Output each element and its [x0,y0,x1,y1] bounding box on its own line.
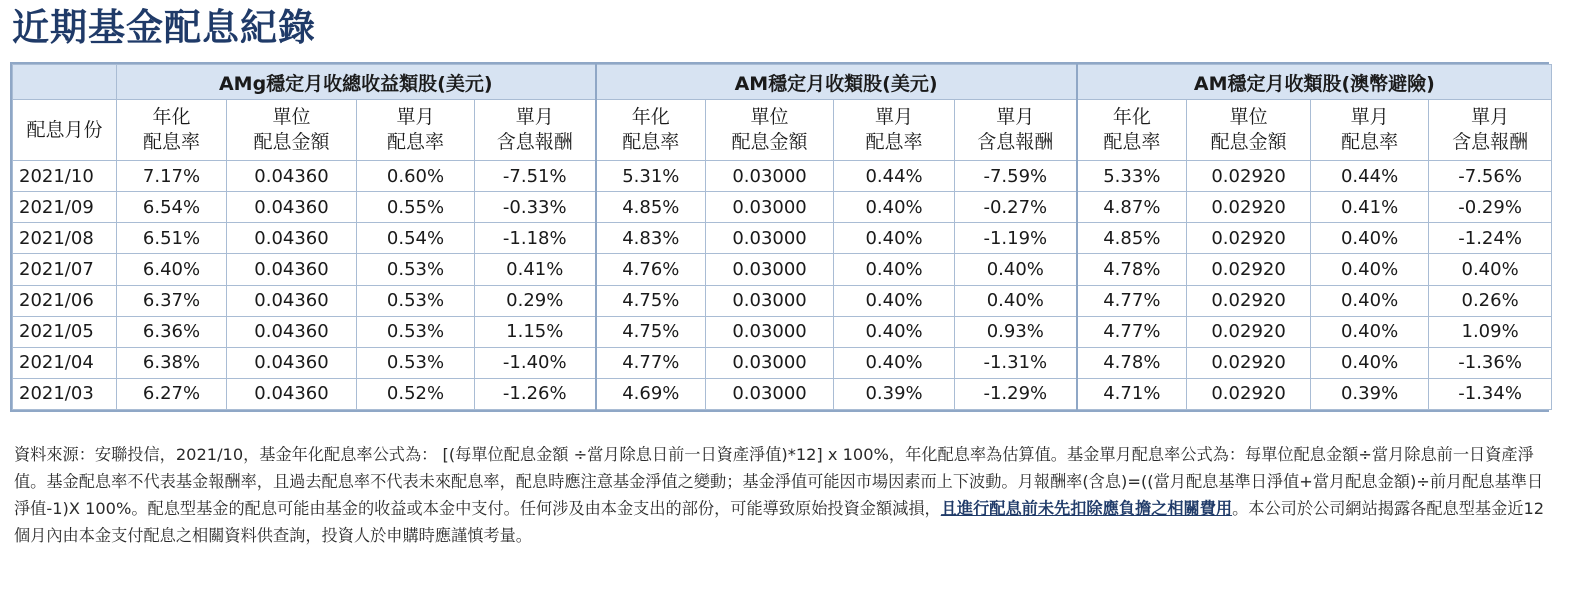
table-row [13,316,1552,347]
value-cell-monthly-rate: 0.52% [357,378,475,409]
value-cell-monthly-return: 1.15% [475,316,596,347]
value-cell-annualized-rate: 6.38% [117,347,227,378]
value-cell-monthly-return: -1.29% [955,378,1077,409]
table-body [13,161,1552,410]
value-cell-monthly-return: 0.40% [955,285,1077,316]
value-cell-monthly-return: 0.26% [1429,285,1552,316]
subheader-line2: 配息率 [1341,131,1399,153]
value-cell-monthly-return: 0.40% [955,254,1077,285]
value-cell-monthly-return: -0.27% [955,192,1077,223]
value-cell-monthly-return: -7.51% [475,161,596,192]
subheader-line2: 含息報酬 [496,131,573,153]
value-cell-annualized-rate: 4.78% [1077,347,1187,378]
value-cell-annualized-rate: 6.27% [117,378,227,409]
month-cell: 2021/03 [13,378,117,409]
subheader-line2: 含息報酬 [1452,131,1529,153]
subheader-monthly-return-g1 [475,100,596,161]
value-cell-monthly-return: -1.31% [955,347,1077,378]
subheader-line2: 配息金額 [253,131,330,153]
value-cell-annualized-rate: 4.87% [1077,192,1187,223]
value-cell-unit-amount: 0.02920 [1187,223,1311,254]
subheader-line1: 單月 [996,106,1035,128]
value-cell-annualized-rate: 4.77% [596,347,706,378]
value-cell-unit-amount: 0.03000 [706,378,834,409]
value-cell-unit-amount: 0.04360 [227,254,357,285]
value-cell-annualized-rate: 4.78% [1077,254,1187,285]
value-cell-monthly-rate: 0.40% [1311,285,1429,316]
value-cell-annualized-rate: 5.31% [596,161,706,192]
group-header-am-usd: AM穩定月收類股(美元) [596,65,1077,100]
subheader-line1: 單位 [272,106,311,128]
value-cell-monthly-return: -1.24% [1429,223,1552,254]
value-cell-unit-amount: 0.04360 [227,347,357,378]
value-cell-unit-amount: 0.02920 [1187,285,1311,316]
value-cell-monthly-rate: 0.44% [1311,161,1429,192]
value-cell-monthly-rate: 0.44% [834,161,955,192]
value-cell-annualized-rate: 4.77% [1077,285,1187,316]
group-header-amg-usd: AMg穩定月收總收益類股(美元) [117,65,596,100]
subheader-line2: 配息金額 [1210,131,1287,153]
value-cell-unit-amount: 0.04360 [227,161,357,192]
footnote-disclaimer [14,441,1556,549]
dividend-record-table [12,64,1552,410]
value-cell-monthly-return: -1.40% [475,347,596,378]
subheader-monthly-rate-g3 [1311,100,1429,161]
value-cell-monthly-return: -1.34% [1429,378,1552,409]
subheader-row [13,100,1552,161]
subheader-line2: 配息率 [386,131,444,153]
subheader-annualized-rate-g2 [596,100,706,161]
subheader-monthly-rate-g2 [834,100,955,161]
value-cell-monthly-rate: 0.40% [834,223,955,254]
subheader-line2: 配息率 [1103,131,1161,153]
value-cell-annualized-rate: 5.33% [1077,161,1187,192]
month-cell: 2021/05 [13,316,117,347]
group-header-am-aud-hedged: AM穩定月收類股(澳幣避險) [1077,65,1552,100]
value-cell-monthly-rate: 0.41% [1311,192,1429,223]
value-cell-unit-amount: 0.02920 [1187,347,1311,378]
value-cell-monthly-return: -0.33% [475,192,596,223]
value-cell-unit-amount: 0.02920 [1187,192,1311,223]
subheader-unit-amount-g2 [706,100,834,161]
subheader-line2: 配息率 [142,131,200,153]
value-cell-annualized-rate: 4.75% [596,285,706,316]
value-cell-annualized-rate: 6.51% [117,223,227,254]
month-column-header: 配息月份 [13,100,117,161]
dividend-table-container [10,62,1549,412]
value-cell-monthly-rate: 0.40% [834,316,955,347]
value-cell-monthly-rate: 0.53% [357,254,475,285]
subheader-monthly-rate-g1 [357,100,475,161]
table-row [13,285,1552,316]
table-row [13,161,1552,192]
footnote-emphasis: 且進行配息前未先扣除應負擔之相關費用 [940,499,1233,518]
value-cell-monthly-return: -1.26% [475,378,596,409]
subheader-unit-amount-g1 [227,100,357,161]
subheader-unit-amount-g3 [1187,100,1311,161]
month-cell: 2021/04 [13,347,117,378]
value-cell-monthly-rate: 0.40% [1311,316,1429,347]
footnote-text-part2: 。本公司於公司網站揭露各配息型基金近12個月內由本金支付配息之相關資料供查詢，投資人於申購時應謹慎考量。 [14,499,1545,545]
table-row [13,192,1552,223]
value-cell-unit-amount: 0.02920 [1187,161,1311,192]
value-cell-annualized-rate: 6.37% [117,285,227,316]
value-cell-unit-amount: 0.02920 [1187,316,1311,347]
value-cell-unit-amount: 0.04360 [227,316,357,347]
value-cell-monthly-rate: 0.40% [834,347,955,378]
value-cell-monthly-rate: 0.40% [834,285,955,316]
footnote-text-part1: 資料來源：安聯投信，2021/10，基金年化配息率公式為： [(每單位配息金額 ÷當月除息日前一日資產淨值)*12] x 100%，年化配息率為估算值。基金單月配息率公式為：每單位配息金額÷當月除息前一日資產淨值。基金配息率不代表基金報酬率，且過去配息率不代表未來配息率，配息時應注意基金淨值之變動；基金淨值可能因市場因素而上下波動。月報酬率(含息)=((當月配息基準日淨值+當月配息金額)÷前月配息基準日淨值-1)X 100%。配息型基金的配息可能由基金的收益或本金中支付。任何涉及由本金支出的部份，可能導致原始投資金額減損， [14,445,1544,518]
group-header-row [13,65,1552,100]
value-cell-monthly-rate: 0.40% [1311,254,1429,285]
value-cell-monthly-return: -1.36% [1429,347,1552,378]
value-cell-unit-amount: 0.04360 [227,223,357,254]
subheader-line1: 年化 [631,106,670,128]
value-cell-annualized-rate: 4.75% [596,316,706,347]
table-row [13,223,1552,254]
value-cell-annualized-rate: 6.54% [117,192,227,223]
subheader-line2: 含息報酬 [977,131,1054,153]
value-cell-unit-amount: 0.04360 [227,192,357,223]
month-cell: 2021/07 [13,254,117,285]
value-cell-monthly-return: -1.19% [955,223,1077,254]
page-title: 近期基金配息紀錄 [12,6,316,49]
value-cell-monthly-rate: 0.53% [357,285,475,316]
value-cell-monthly-return: 0.93% [955,316,1077,347]
value-cell-monthly-return: 0.29% [475,285,596,316]
subheader-monthly-return-g2 [955,100,1077,161]
value-cell-monthly-rate: 0.40% [834,254,955,285]
value-cell-annualized-rate: 6.36% [117,316,227,347]
value-cell-unit-amount: 0.02920 [1187,378,1311,409]
value-cell-annualized-rate: 4.83% [596,223,706,254]
subheader-line1: 年化 [152,106,191,128]
subheader-line1: 年化 [1112,106,1151,128]
subheader-line1: 單月 [396,106,435,128]
subheader-line1: 單月 [1350,106,1389,128]
subheader-line2: 配息率 [622,131,680,153]
value-cell-unit-amount: 0.03000 [706,254,834,285]
subheader-line2: 配息金額 [731,131,808,153]
value-cell-unit-amount: 0.03000 [706,285,834,316]
value-cell-annualized-rate: 7.17% [117,161,227,192]
value-cell-unit-amount: 0.03000 [706,316,834,347]
value-cell-monthly-return: -1.18% [475,223,596,254]
value-cell-monthly-return: -7.59% [955,161,1077,192]
value-cell-unit-amount: 0.04360 [227,378,357,409]
subheader-annualized-rate-g3 [1077,100,1187,161]
value-cell-monthly-return: 0.41% [475,254,596,285]
value-cell-monthly-rate: 0.40% [1311,347,1429,378]
value-cell-annualized-rate: 4.76% [596,254,706,285]
month-cell: 2021/09 [13,192,117,223]
value-cell-monthly-rate: 0.53% [357,347,475,378]
value-cell-monthly-rate: 0.60% [357,161,475,192]
value-cell-monthly-rate: 0.54% [357,223,475,254]
subheader-line1: 單位 [1229,106,1268,128]
value-cell-monthly-rate: 0.39% [1311,378,1429,409]
subheader-monthly-return-g3 [1429,100,1552,161]
value-cell-unit-amount: 0.03000 [706,347,834,378]
value-cell-monthly-rate: 0.53% [357,316,475,347]
value-cell-monthly-return: 0.40% [1429,254,1552,285]
subheader-line1: 單位 [750,106,789,128]
table-row [13,254,1552,285]
subheader-annualized-rate-g1 [117,100,227,161]
month-cell: 2021/06 [13,285,117,316]
value-cell-annualized-rate: 4.85% [1077,223,1187,254]
value-cell-monthly-rate: 0.40% [834,192,955,223]
subheader-line1: 單月 [1471,106,1510,128]
value-cell-monthly-rate: 0.55% [357,192,475,223]
value-cell-annualized-rate: 4.71% [1077,378,1187,409]
value-cell-monthly-return: -0.29% [1429,192,1552,223]
value-cell-annualized-rate: 4.77% [1077,316,1187,347]
value-cell-unit-amount: 0.03000 [706,161,834,192]
value-cell-unit-amount: 0.03000 [706,192,834,223]
month-cell: 2021/10 [13,161,117,192]
value-cell-annualized-rate: 6.40% [117,254,227,285]
value-cell-unit-amount: 0.04360 [227,285,357,316]
value-cell-monthly-rate: 0.40% [1311,223,1429,254]
value-cell-monthly-return: 1.09% [1429,316,1552,347]
value-cell-monthly-return: -7.56% [1429,161,1552,192]
corner-cell [13,65,117,100]
value-cell-annualized-rate: 4.69% [596,378,706,409]
value-cell-unit-amount: 0.02920 [1187,254,1311,285]
month-cell: 2021/08 [13,223,117,254]
subheader-line1: 單月 [515,106,554,128]
subheader-line2: 配息率 [865,131,923,153]
value-cell-monthly-rate: 0.39% [834,378,955,409]
table-row [13,378,1552,409]
value-cell-unit-amount: 0.03000 [706,223,834,254]
value-cell-annualized-rate: 4.85% [596,192,706,223]
table-row [13,347,1552,378]
subheader-line1: 單月 [875,106,914,128]
